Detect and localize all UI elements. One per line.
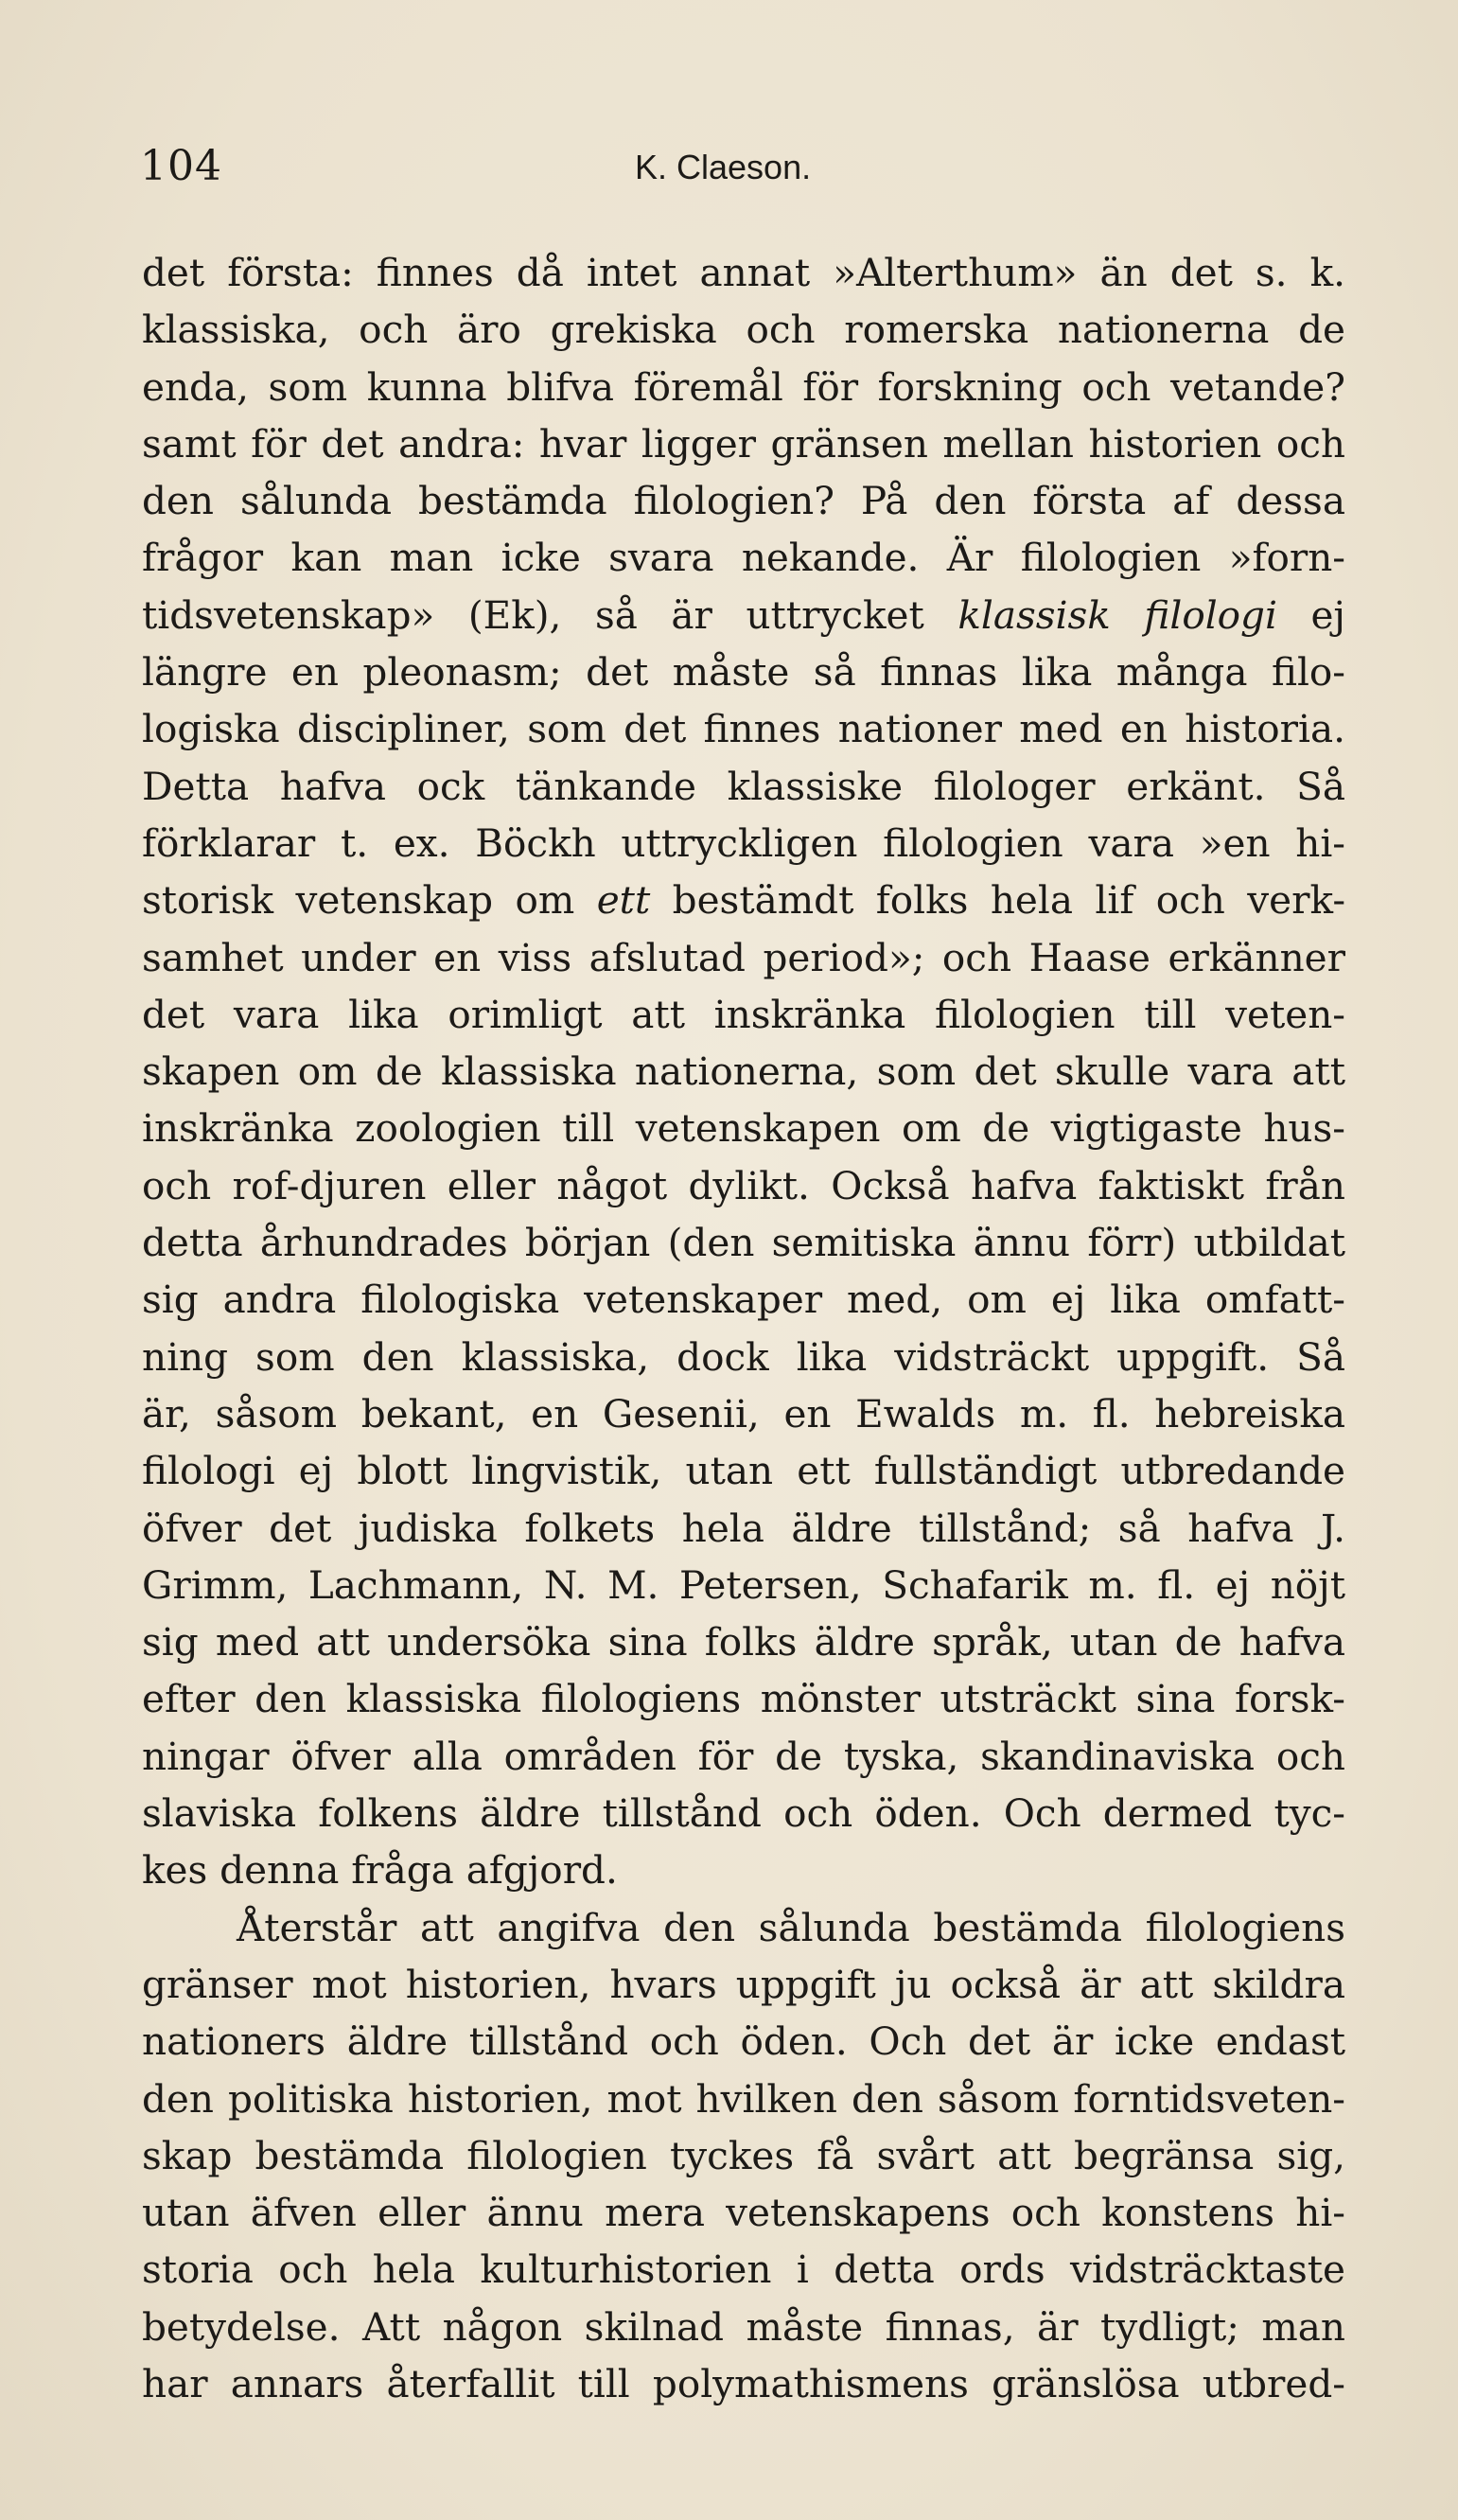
text-segment: den politiska historien, mot hvilken den såsom forntidsveten- [142,2075,1345,2122]
text-line [142,301,1345,358]
text-segment: frågor kan man icke svara nekande. Är filologien »forn- [142,535,1345,581]
text-line [142,700,1345,757]
text-segment: förklarar t. ex. Böckh uttryckligen filologien vara »en hi- [142,819,1345,866]
text-segment: Grimm, Lachmann, N. M. Petersen, Schafarik m. fl. ej nöjt [142,1561,1345,1608]
emphasized-text: klassisk filologi [957,591,1277,638]
text-segment: ej [1276,591,1345,638]
emphasized-text: ett [596,877,651,924]
text-segment: nationers äldre tillstånd och öden. Och det är icke endast [142,2018,1345,2065]
text-segment: klassiska, och äro grekiska och romerska nationerna de [142,307,1345,353]
text-line [142,1785,1345,1842]
text-line [142,587,1345,643]
text-segment: utan äfven eller ännu mera vetenskapens och konstens hi- [142,2190,1345,2236]
text-line [142,986,1345,1043]
text-segment: sig med att undersöka sina folks äldre språk, utan de hafva [142,1619,1345,1665]
text-segment: slaviska folkens äldre tillstånd och öden. Och dermed tyc- [142,1790,1345,1837]
text-line [142,244,1345,301]
text-segment: den sålunda bestämda filologien? På den första af dessa [142,478,1345,524]
text-line [142,2071,1345,2127]
text-line [142,2355,1345,2412]
text-line [142,815,1345,872]
text-line [142,1956,1345,2013]
text-segment: kes denna fråga afgjord. [142,1847,618,1894]
running-head: K. Claeson. [635,148,812,186]
text-line [142,1157,1345,1214]
text-line [142,1613,1345,1670]
text-segment: storisk vetenskap om [142,877,597,924]
text-segment: gränser mot historien, hvars uppgift ju också är att skildra [142,1961,1345,2007]
text-line [142,2013,1345,2070]
text-segment: inskränka zoologien till vetenskapen om de vigtigaste hus- [142,1105,1345,1152]
page-number: 104 [140,142,222,190]
text-line [142,359,1345,415]
text-segment: tidsvetenskap» (Ek), så är uttrycket [142,591,958,638]
text-line [142,643,1345,700]
text-segment: storia och hela kulturhistorien i detta ords vidsträcktaste [142,2247,1345,2293]
body-text [142,244,1345,2412]
text-segment: har annars återfallit till polymathismens gränslösa utbred- [142,2360,1345,2406]
text-segment: sig andra filologiska vetenskaper med, om ej lika omfatt- [142,1277,1345,1323]
text-segment: och rof-djuren eller något dylikt. Också hafva faktiskt från [142,1162,1345,1208]
text-line [142,872,1345,928]
text-line [142,1385,1345,1442]
text-line [142,1500,1345,1557]
text-segment: enda, som kunna blifva föremål för forskning och vetande? [142,363,1345,410]
text-line [142,1557,1345,1613]
text-line [142,1100,1345,1156]
text-line [142,758,1345,815]
text-line [142,1214,1345,1271]
text-line [142,1842,1345,1898]
text-segment: längre en pleonasm; det måste så finnas lika många filo- [142,649,1345,696]
text-segment: bestämdt folks hela lif och verk- [650,877,1345,924]
text-segment: ningar öfver alla områden för de tyska, skandinaviska och [142,1733,1345,1779]
text-line [142,1670,1345,1727]
text-line [142,415,1345,472]
text-line [142,472,1345,529]
text-segment: öfver det judiska folkets hela äldre tillstånd; så hafva J. [142,1505,1345,1551]
text-line [142,1271,1345,1328]
text-segment: Detta hafva ock tänkande klassiske filologer erkänt. Så [142,763,1345,809]
text-segment: är, såsom bekant, en Gesenii, en Ewalds m. fl. hebreiska [142,1390,1345,1436]
text-segment: filologi ej blott lingvistik, utan ett fullständigt utbredande [142,1448,1345,1494]
text-line [142,2184,1345,2241]
text-segment: det första: finnes då intet annat »Alterthum» än det s. k. [142,250,1345,295]
text-segment: betydelse. Att någon skilnad måste finnas, är tydligt; man [142,2303,1345,2350]
text-segment: skap bestämda filologien tyckes få svårt att begränsa sig, [142,2132,1345,2178]
text-segment: samhet under en viss afslutad period»; och Haase erkänner [142,934,1345,980]
text-line [142,1043,1345,1100]
text-segment: samt för det andra: hvar ligger gränsen mellan historien och [142,420,1345,467]
text-line [142,1329,1345,1385]
text-line [142,2127,1345,2184]
text-line [142,1442,1345,1499]
text-line [142,1899,1345,1956]
text-segment: ning som den klassiska, dock lika vidsträckt uppgift. Så [142,1333,1345,1380]
text-line [142,2241,1345,2298]
text-line [142,2299,1345,2355]
text-segment: Återstår att angifva den sålunda bestämda filologiens [237,1904,1345,1950]
text-segment: efter den klassiska filologiens mönster utsträckt sina forsk- [142,1676,1345,1722]
text-segment: detta århundrades början (den semitiska ännu förr) utbildat [142,1220,1345,1266]
page-header [140,142,1351,199]
text-segment: det vara lika orimligt att inskränka filologien till veten- [142,991,1345,1037]
text-line [142,1728,1345,1785]
text-segment: logiska discipliner, som det finnes nationer med en historia. [142,706,1345,752]
text-line [142,929,1345,986]
text-segment: skapen om de klassiska nationerna, som det skulle vara att [142,1049,1345,1095]
text-line [142,529,1345,586]
